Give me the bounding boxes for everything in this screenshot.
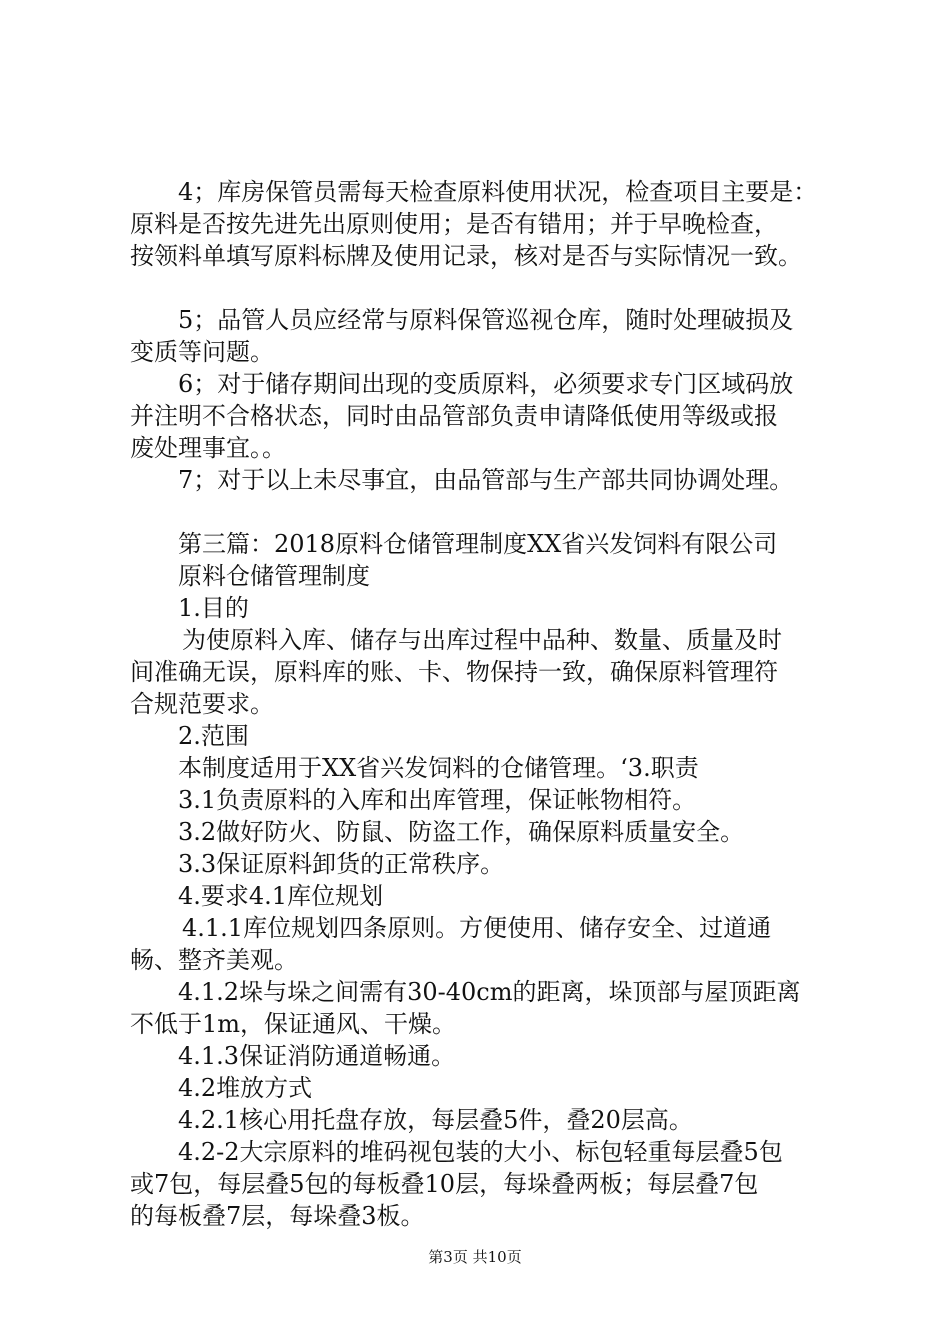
paragraph-line: 4.1.3保证消防通道畅通。 — [178, 1042, 456, 1070]
paragraph-line: 并注明不合格状态，同时由品管部负责申请降低使用等级或报 — [130, 402, 778, 430]
paragraph-line: 按领料单填写原料标牌及使用记录，核对是否与实际情况一致。 — [130, 242, 802, 270]
paragraph-line: 废处理事宜。。 — [130, 434, 286, 462]
paragraph-line: 的每板叠7层，每垛叠3板。 — [130, 1202, 425, 1230]
page-footer: 第3页 共10页 — [428, 1248, 522, 1266]
paragraph-line: 4；库房保管员需每天检查原料使用状况，检查项目主要是： — [178, 178, 818, 206]
paragraph-line: 本制度适用于XX省兴发饲料的仓储管理。‘3.职责 — [178, 754, 699, 782]
section-subtitle: 原料仓储管理制度 — [178, 562, 370, 590]
paragraph-line: 畅、整齐美观。 — [130, 946, 298, 974]
paragraph-line: 7；对于以上未尽事宜，由品管部与生产部共同协调处理。 — [178, 466, 794, 494]
paragraph-line: 原料是否按先进先出原则使用；是否有错用；并于早晚检查， — [130, 210, 778, 238]
paragraph-line: 变质等问题。 — [130, 338, 274, 366]
paragraph-line: 3.2做好防火、防鼠、防盗工作，确保原料质量安全。 — [178, 818, 745, 846]
paragraph-line: 4.1.1库位规划四条原则。方便使用、储存安全、过道通 — [182, 914, 772, 942]
paragraph-line: 5；品管人员应经常与原料保管巡视仓库，随时处理破损及 — [178, 306, 794, 334]
paragraph-line: 6；对于储存期间出现的变质原料，必须要求专门区域码放 — [178, 370, 794, 398]
paragraph-line: 为使原料入库、储存与出库过程中品种、数量、质量及时 — [182, 626, 782, 654]
paragraph-line: 1.目的 — [178, 594, 249, 622]
paragraph-line: 不低于1m，保证通风、干燥。 — [130, 1010, 457, 1038]
paragraph-line: 4.2.1核心用托盘存放，每层叠5件，叠20层高。 — [178, 1106, 693, 1134]
paragraph-line: 4.1.2垛与垛之间需有30-40cm的距离，垛顶部与屋顶距离 — [178, 978, 801, 1006]
section-heading: 第三篇：2018原料仓储管理制度XX省兴发饲料有限公司 — [178, 530, 778, 558]
paragraph-line: 3.3保证原料卸货的正常秩序。 — [178, 850, 505, 878]
paragraph-line: 或7包，每层叠5包的每板叠10层，每垛叠两板；每层叠7包 — [130, 1170, 759, 1198]
paragraph-line: 间准确无误，原料库的账、卡、物保持一致，确保原料管理符 — [130, 658, 778, 686]
paragraph-line: 2.范围 — [178, 722, 249, 750]
paragraph-line: 4.2-2大宗原料的堆码视包装的大小、标包轻重每层叠5包 — [178, 1138, 783, 1166]
paragraph-line: 合规范要求。 — [130, 690, 274, 718]
paragraph-line: 3.1负责原料的入库和出库管理，保证帐物相符。 — [178, 786, 697, 814]
paragraph-line: 4.要求4.1库位规划 — [178, 882, 384, 910]
paragraph-line: 4.2堆放方式 — [178, 1074, 313, 1102]
